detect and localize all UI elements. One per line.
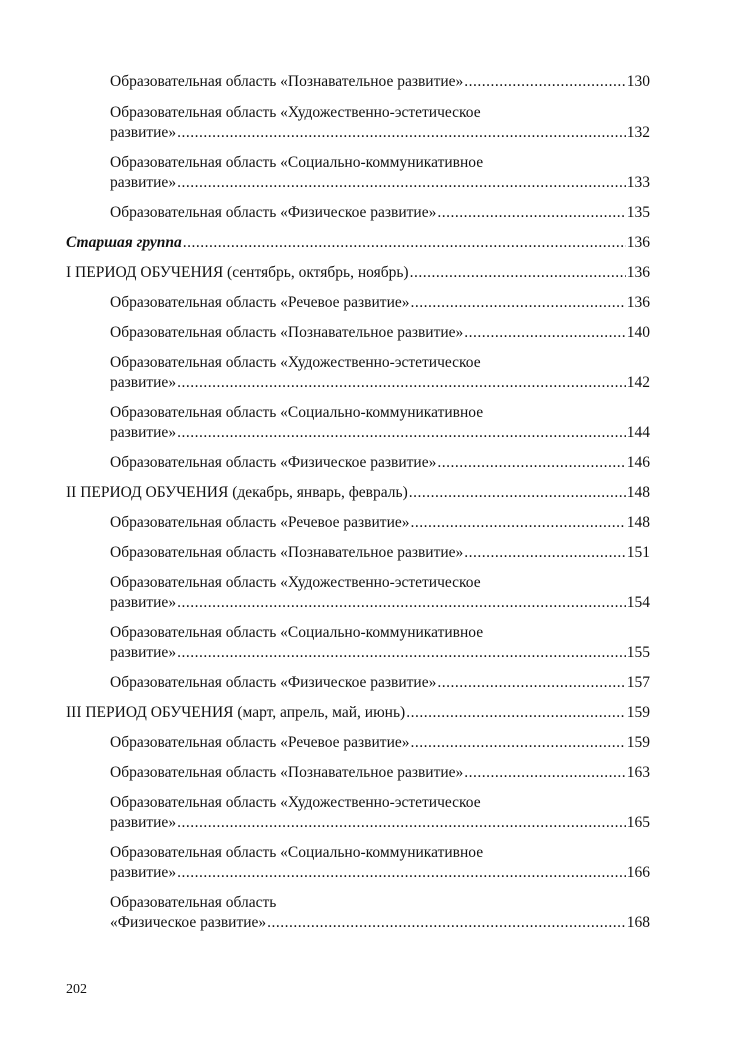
dot-leader	[409, 483, 626, 503]
toc-page-number: 163	[626, 764, 650, 781]
toc-page-number: 130	[626, 73, 650, 90]
toc-entry-title-line1: Образовательная область	[110, 894, 277, 911]
toc-entry-title: Старшая группа	[66, 234, 182, 251]
toc-entry-title: Образовательная область «Речевое развитие»	[110, 514, 410, 531]
toc-entry-title: Образовательная область «Речевое развитие»	[110, 734, 410, 751]
toc-entry-title: развитие»	[110, 814, 177, 831]
toc-entry-title-line1: Образовательная область «Социально-коммуникативное	[110, 404, 484, 421]
dot-leader	[464, 543, 625, 563]
dot-leader	[411, 293, 626, 313]
toc-page-number: 166	[626, 864, 650, 881]
toc-entry-title: развитие»	[110, 174, 177, 191]
toc-entry-title: развитие»	[110, 644, 177, 661]
toc-entry-title-line1: Образовательная область «Художественно-эстетическое	[110, 574, 481, 591]
toc-entry[interactable]	[110, 323, 650, 343]
toc-page-number: 159	[626, 704, 650, 721]
dot-leader	[267, 913, 626, 933]
dot-leader	[410, 263, 626, 283]
toc-page-number: 136	[626, 294, 650, 311]
dot-leader	[177, 173, 626, 193]
dot-leader	[464, 763, 625, 783]
toc-entry-title-line1: Образовательная область «Художественно-эстетическое	[110, 794, 481, 811]
toc-entry[interactable]	[110, 293, 650, 313]
dot-leader	[411, 733, 626, 753]
toc-page-number: 136	[626, 234, 650, 251]
toc-page-number: 148	[626, 514, 650, 531]
toc-page-number: 133	[626, 174, 650, 191]
toc-entry-title: развитие»	[110, 424, 177, 441]
page-number: 202	[66, 982, 87, 997]
toc-group-heading[interactable]	[66, 233, 650, 253]
toc-page-number: 151	[626, 544, 650, 561]
toc-entry-title: развитие»	[110, 864, 177, 881]
toc-entry-title: Образовательная область «Познавательное развитие»	[110, 73, 464, 90]
toc-page-number: 132	[626, 124, 650, 141]
toc-page-number: 142	[626, 374, 650, 391]
toc-page-number: 146	[626, 454, 650, 471]
toc-entry[interactable]	[110, 733, 650, 753]
toc-entry-title: II ПЕРИОД ОБУЧЕНИЯ (декабрь, январь, февраль)	[66, 484, 408, 501]
toc-entry-title: развитие»	[110, 594, 177, 611]
toc-entry[interactable]	[110, 72, 650, 92]
toc-entry[interactable]	[110, 763, 650, 783]
toc-period-heading[interactable]	[66, 483, 650, 503]
toc-entry[interactable]	[110, 513, 650, 533]
toc-page-number: 144	[626, 424, 650, 441]
toc-entry-title: Образовательная область «Физическое развитие»	[110, 674, 437, 691]
toc-page-number: 136	[626, 264, 650, 281]
toc-entry-title: развитие»	[110, 374, 177, 391]
dot-leader	[177, 813, 626, 833]
dot-leader	[177, 593, 626, 613]
toc-entry-title: Образовательная область «Физическое развитие»	[110, 204, 437, 221]
toc-entry-title: развитие»	[110, 124, 177, 141]
toc-entry[interactable]	[110, 153, 650, 193]
dot-leader	[464, 72, 625, 92]
toc-entry[interactable]	[110, 793, 650, 833]
toc-entry-title-line1: Образовательная область «Социально-коммуникативное	[110, 844, 484, 861]
toc-entry-title: Образовательная область «Познавательное развитие»	[110, 544, 464, 561]
dot-leader	[177, 643, 626, 663]
toc-entry[interactable]	[110, 673, 650, 693]
dot-leader	[437, 203, 625, 223]
dot-leader	[406, 703, 626, 723]
toc-entry[interactable]	[110, 893, 650, 933]
toc-entry[interactable]	[110, 623, 650, 663]
toc-entry[interactable]	[110, 573, 650, 613]
dot-leader	[177, 423, 626, 443]
toc-page-number: 148	[626, 484, 650, 501]
toc-entry-title-line1: Образовательная область «Художественно-эстетическое	[110, 104, 481, 121]
toc-entry[interactable]	[110, 403, 650, 443]
toc-entry-title: Образовательная область «Речевое развитие»	[110, 294, 410, 311]
toc-entry-title: III ПЕРИОД ОБУЧЕНИЯ (март, апрель, май, июнь)	[66, 704, 406, 721]
toc-entry-title-line1: Образовательная область «Художественно-эстетическое	[110, 354, 481, 371]
dot-leader	[177, 863, 626, 883]
toc-entry[interactable]	[110, 203, 650, 223]
toc-entry[interactable]	[110, 843, 650, 883]
toc-page-number: 155	[626, 644, 650, 661]
toc-page-number: 159	[626, 734, 650, 751]
toc-entry-title: Образовательная область «Физическое развитие»	[110, 454, 437, 471]
toc-entry-title: «Физическое развитие»	[110, 914, 267, 931]
toc-page-number: 165	[626, 814, 650, 831]
toc-entry-title: I ПЕРИОД ОБУЧЕНИЯ (сентябрь, октябрь, ноябрь)	[66, 264, 409, 281]
toc-entry[interactable]	[110, 453, 650, 473]
dot-leader	[177, 123, 626, 143]
toc-page-number: 140	[626, 324, 650, 341]
dot-leader	[177, 373, 626, 393]
toc-period-heading[interactable]	[66, 263, 650, 283]
toc-page-number: 135	[626, 204, 650, 221]
dot-leader	[437, 453, 625, 473]
toc-entry-title: Образовательная область «Познавательное развитие»	[110, 764, 464, 781]
toc-entry-title: Образовательная область «Познавательное развитие»	[110, 324, 464, 341]
toc-page-number: 157	[626, 674, 650, 691]
toc-period-heading[interactable]	[66, 703, 650, 723]
toc-entry[interactable]	[110, 353, 650, 393]
dot-leader	[437, 673, 625, 693]
dot-leader	[411, 513, 626, 533]
dot-leader	[464, 323, 625, 343]
toc-entry-title-line1: Образовательная область «Социально-коммуникативное	[110, 624, 484, 641]
toc-entry[interactable]	[110, 543, 650, 563]
toc-entry[interactable]	[110, 103, 650, 143]
toc-page-number: 168	[626, 914, 650, 931]
toc-entry-title-line1: Образовательная область «Социально-коммуникативное	[110, 154, 484, 171]
dot-leader	[183, 233, 626, 253]
toc-page-number: 154	[626, 594, 650, 611]
